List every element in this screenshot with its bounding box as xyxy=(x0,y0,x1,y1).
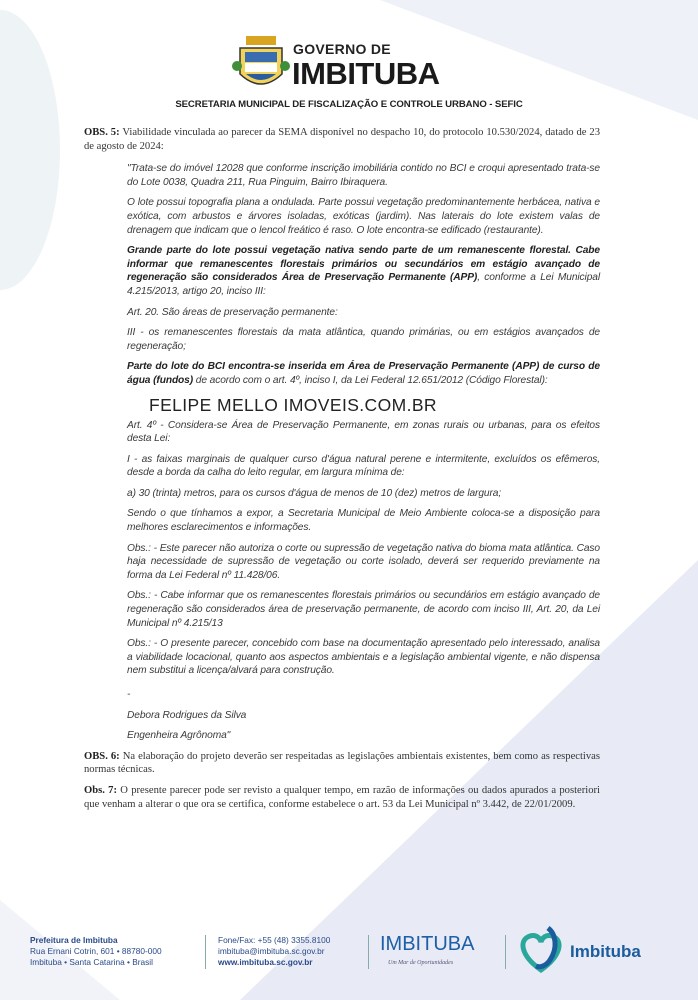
document-body xyxy=(84,126,600,818)
quote-p1: "Trata-se do imóvel 12028 que conforme inscrição imobiliária contido no BCI e croqui apresentado trata-se do Lote 0038, Quadra 211, Rua Pinguim, Bairro Ibiraquera. xyxy=(127,163,600,188)
footer xyxy=(0,930,698,980)
footer-divider xyxy=(205,935,206,969)
footer-email[interactable]: imbituba@imbituba.sc.gov.br xyxy=(218,946,325,956)
obs7-label: Obs. 7: xyxy=(84,784,118,796)
obs6-text: Na elaboração do projeto deverão ser respeitadas as legislações ambientais existentes, bem como as respectivas normas técnicas. xyxy=(84,750,600,776)
obs6-label: OBS. 6: xyxy=(84,750,120,762)
quote-p11: Obs.: - Este parecer não autoriza o corte ou supressão de vegetação nativa do bioma mata atlântica. Caso haja necessidade de supressão de vegetação ou corte isolado, deverá ser requerido previamente na forma da Lei Federal nº 11.428/06. xyxy=(127,542,600,581)
brand-tagline: Um Mar de Oportunidades xyxy=(388,960,454,966)
quote-p9: a) 30 (trinta) metros, para os cursos d'água de menos de 10 (dez) metros de largura; xyxy=(127,487,502,499)
obs7-paragraph xyxy=(84,784,600,811)
footer-divider xyxy=(368,935,369,969)
quote-p12: Obs.: - Cabe informar que os remanescentes florestais primários ou secundários em estágio avançado de regeneração são considerados área de preservação permanente, de acordo com inciso III, Art. 20, da Lei Municipal nº 4.215/13 xyxy=(127,590,600,629)
quote-p6-bold: Parte do lote do BCI encontra-se inserida em Área de Preservação Permanente (APP) de curso de água (fundos) xyxy=(127,361,600,386)
gov-line2: IMBITUBA xyxy=(292,56,440,91)
quote-p10: Sendo o que tínhamos a expor, a Secretaria Municipal de Meio Ambiente coloca-se a disposição para melhores esclarecimentos e informações. xyxy=(127,508,600,534)
footer-phone: Fone/Fax: +55 (48) 3355.8100 xyxy=(218,935,331,945)
quote-p5: III - os remanescentes florestais da mata atlântica, quando primárias, ou em estágios avançados de regeneração; xyxy=(127,327,600,352)
imbituba-logo-text: Imbituba xyxy=(570,942,641,961)
obs5-paragraph xyxy=(84,126,600,153)
quote-p3 xyxy=(127,244,600,298)
quote-p2: O lote possui topografia plana a ondulada. Parte possui vegetação predominantemente herbácea, nativa e exótica, com arbustos e árvores isoladas, exóticas (jardim). Nas laterais do lote existem valas de drenagem que indicam que o lencol freático é raso. O lote encontra-se edificado (restaurante). xyxy=(127,197,600,236)
footer-divider xyxy=(505,935,506,969)
signer-name: Debora Rodrigues da Silva xyxy=(127,709,247,721)
watermark: FELIPE MELLO IMOVEIS.COM.BR xyxy=(149,394,437,415)
footer-website[interactable]: www.imbituba.sc.gov.br xyxy=(218,957,313,967)
obs6-paragraph xyxy=(84,750,600,777)
letterhead xyxy=(0,30,698,120)
footer-org: Prefeitura de Imbituba xyxy=(30,935,118,945)
obs5-text: Viabilidade vinculada ao parecer da SEMA disponível no despacho 10, do protocolo 10.530/2024, datado de 23 de agosto de 2024: xyxy=(84,127,600,152)
footer-address2: Imbituba • Santa Catarina • Brasil xyxy=(30,957,153,967)
dolphin-heart-logo-icon xyxy=(516,926,566,974)
signer-role: Engenheira Agrônoma" xyxy=(127,730,231,742)
quote-p3-rest: , conforme a Lei Municipal 4.215/2013, artigo 20, inciso III: xyxy=(127,272,600,297)
obs7-text: O presente parecer pode ser revisto a qualquer tempo, em razão de informações ou dados apurados a posteriori que venham a alterar o que ora se certifica, conforme estabelece o art. 53 da Lei Municipal nº 3.442, de 22/01/2009. xyxy=(84,784,600,810)
quote-p7: Art. 4º - Considera-se Área de Preservação Permanente, em zonas rurais ou urbanas, para os efeitos desta Lei: xyxy=(127,419,600,445)
secretaria-title: SECRETARIA MUNICIPAL DE FISCALIZAÇÃO E CONTROLE URBANO - SEFIC xyxy=(175,99,523,110)
imbituba-brand-logo: IMBITUBA xyxy=(380,933,475,955)
footer-address1: Rua Ernani Cotrin, 601 • 88780-000 xyxy=(30,946,162,956)
coat-of-arms-logo xyxy=(232,36,290,96)
quote-p6 xyxy=(127,360,600,387)
obs5-label: OBS. 5: xyxy=(84,127,120,138)
gov-line1: GOVERNO DE xyxy=(293,41,391,57)
quote-p8: I - as faixas marginais de qualquer curso d'água natural perene e intermitente, excluídos os efêmeros, desde a borda da calha do leito regular, em largura mínima de: xyxy=(127,453,600,479)
quote-p13: Obs.: - O presente parecer, concebido com base na documentação apresentado pelo interessado, analisa a viabilidade locacional, quanto aos aspectos ambientais e a legislação ambiental vigente, e não dispensa nem substitui a licença/alvará para construção. xyxy=(127,638,600,677)
quote-dash: - xyxy=(127,689,131,700)
quote-p6-rest: de acordo com o art. 4º, inciso I, da Lei Federal 12.651/2012 (Código Florestal): xyxy=(193,374,548,386)
quote-p4: Art. 20. São áreas de preservação permanente: xyxy=(127,306,338,318)
quote-p3-bold: Grande parte do lote possui vegetação nativa sendo parte de um remanescente florestal. Cabe informar que remanescentes florestais primários ou secundários em estágio avançado de regeneração são considerados Área de Preservação Permanente (APP) xyxy=(127,245,600,284)
